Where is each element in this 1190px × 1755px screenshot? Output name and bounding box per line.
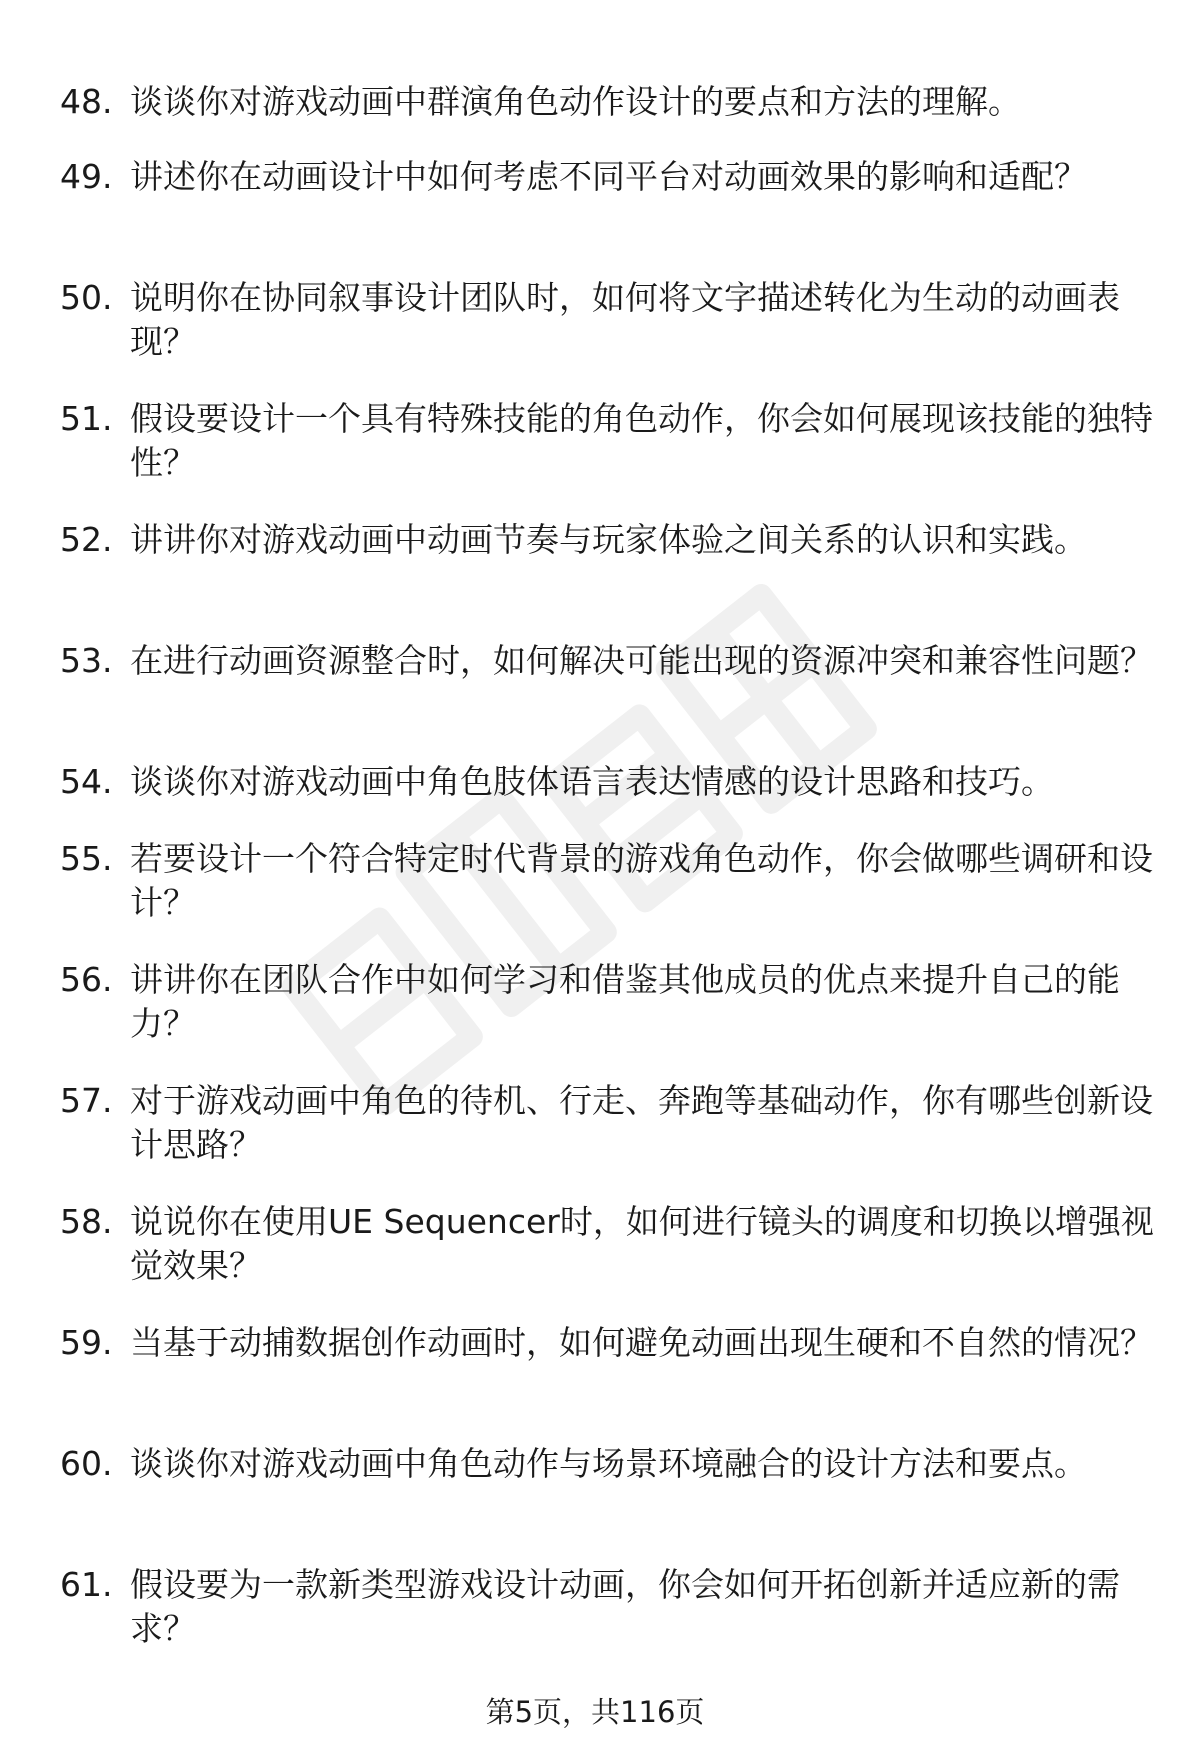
question-number: 58. xyxy=(60,1202,113,1241)
question-text: 谈谈你对游戏动画中群演角色动作设计的要点和方法的理解。 xyxy=(130,82,1021,121)
question-number: 53. xyxy=(60,641,113,680)
list-item xyxy=(60,1321,1165,1365)
question-text: 说明你在协同叙事设计团队时，如何将文字描述转化为生动的动画表现？ xyxy=(130,278,1120,361)
list-item xyxy=(60,1563,1165,1651)
question-number: 55. xyxy=(60,839,113,878)
question-number: 54. xyxy=(60,762,113,801)
question-text: 若要设计一个符合特定时代背景的游戏角色动作，你会做哪些调研和设计？ xyxy=(130,839,1153,922)
list-item xyxy=(60,837,1165,925)
question-text: 假设要为一款新类型游戏设计动画，你会如何开拓创新并适应新的需求？ xyxy=(130,1565,1120,1648)
question-number: 52. xyxy=(60,520,113,559)
list-item xyxy=(60,276,1165,364)
list-item xyxy=(60,958,1165,1046)
list-item xyxy=(60,518,1165,562)
question-number: 48. xyxy=(60,82,113,121)
list-item xyxy=(60,80,1165,124)
question-text: 讲讲你对游戏动画中动画节奏与玩家体验之间关系的认识和实践。 xyxy=(130,520,1087,559)
question-number: 56. xyxy=(60,960,113,999)
list-item xyxy=(60,1442,1165,1486)
list-item xyxy=(60,760,1165,804)
question-text: 对于游戏动画中角色的待机、行走、奔跑等基础动作，你有哪些创新设计思路？ xyxy=(130,1081,1153,1164)
list-item xyxy=(60,155,1165,199)
list-item xyxy=(60,397,1165,485)
question-text: 在进行动画资源整合时，如何解决可能出现的资源冲突和兼容性问题？ xyxy=(130,641,1153,680)
question-text: 谈谈你对游戏动画中角色动作与场景环境融合的设计方法和要点。 xyxy=(130,1444,1087,1483)
question-text: 说说你在使用UE Sequencer时，如何进行镜头的调度和切换以增强视觉效果？ xyxy=(130,1202,1154,1285)
list-item xyxy=(60,1079,1165,1167)
question-text: 讲述你在动画设计中如何考虑不同平台对动画效果的影响和适配？ xyxy=(130,157,1087,196)
question-number: 49. xyxy=(60,157,113,196)
question-number: 57. xyxy=(60,1081,113,1120)
question-number: 59. xyxy=(60,1323,113,1362)
question-number: 61. xyxy=(60,1565,113,1604)
question-text: 谈谈你对游戏动画中角色肢体语言表达情感的设计思路和技巧。 xyxy=(130,762,1054,801)
question-text: 讲讲你在团队合作中如何学习和借鉴其他成员的优点来提升自己的能力？ xyxy=(130,960,1120,1043)
list-item xyxy=(60,1200,1165,1288)
question-number: 51. xyxy=(60,399,113,438)
question-text: 当基于动捕数据创作动画时，如何避免动画出现生硬和不自然的情况？ xyxy=(130,1323,1153,1362)
question-text: 假设要设计一个具有特殊技能的角色动作，你会如何展现该技能的独特性？ xyxy=(130,399,1153,482)
question-number: 60. xyxy=(60,1444,113,1483)
page-number-footer: 第5页，共116页 xyxy=(485,1695,705,1729)
question-number: 50. xyxy=(60,278,113,317)
list-item xyxy=(60,639,1165,683)
